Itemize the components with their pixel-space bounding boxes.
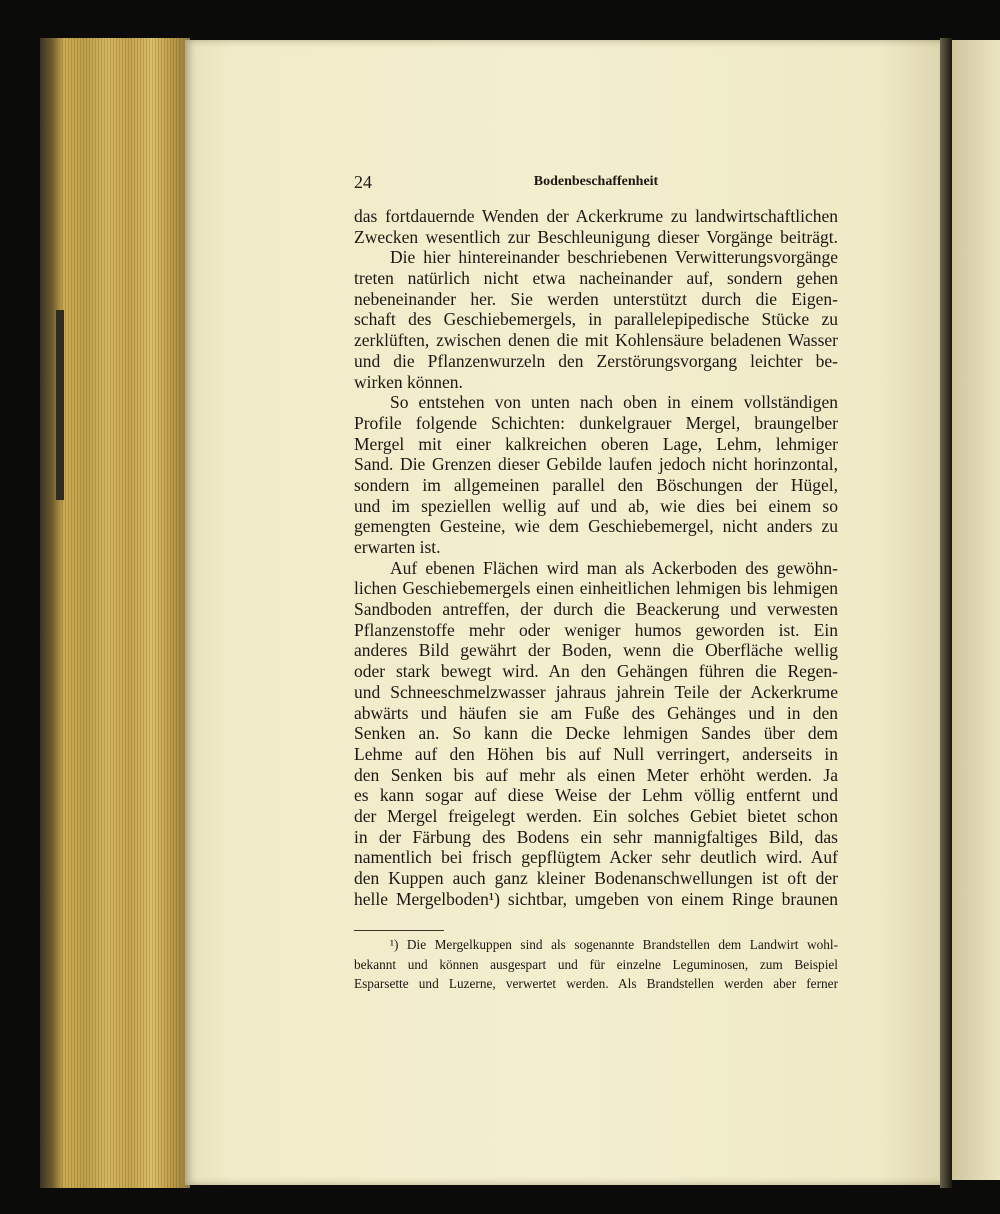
text-line: in der Färbung des Bodens ein sehr mannigfaltiges Bild, das [354,826,838,847]
text-line: Die hier hintereinander beschriebenen Verwitterungsvorgänge [390,247,838,268]
text-line: und die Pflanzenwurzeln den Zerstörungsvorgang leichter be- [354,350,838,371]
text-line: der Mergel freigelegt werden. Ein solches Gebiet bietet schon [354,805,838,826]
running-head: Bodenbeschaffenheit [533,174,659,189]
text-line: und Schneeschmelzwasser jahraus jahrein Teile der Ackerkrume [354,681,838,702]
text-line: Pflanzenstoffe mehr oder weniger humos geworden ist. Ein [354,619,838,640]
footnote-line: ¹) Die Mergelkuppen sind als sogenannte Brandstellen dem Landwirt wohl- [390,937,838,952]
text-line: erwarten ist. [354,537,441,557]
edge-shadow-mark [56,310,64,500]
text-line: zerklüften, zwischen denen die mit Kohlensäure beladenen Wasser [354,330,838,351]
text-line: Sandboden antreffen, der durch die Beackerung und verwesten [354,599,838,620]
text-line: den Senken bis auf mehr als einen Meter erhöht werden. Ja [354,764,838,785]
text-line: wirken können. [354,371,463,392]
text-line: nebeneinander her. Sie werden unterstützt durch die Eigen- [354,288,838,309]
text-line: treten natürlich nicht etwa nacheinander auf, sondern gehen [354,268,838,289]
text-line: sondern im allgemeinen parallel den Böschungen der Hügel, [354,474,838,495]
page-header [354,171,838,193]
text-line: abwärts und häufen sie am Fuße des Gehänges und in den [354,702,838,723]
text-line: schaft des Geschiebemergels, in parallelepipedische Stücke zu [354,309,838,330]
text-line: und im speziellen wellig auf und ab, wie dies bei einem so [354,495,838,516]
text-line: So entstehen von unten nach oben in einem vollständigen [390,392,838,413]
footnote [354,935,838,994]
text-line: Zwecken wesentlich zur Beschleunigung dieser Vorgänge beiträgt. [354,226,838,247]
text-line: helle Mergelboden¹) sichtbar, umgeben von einem Ringe braunen [354,888,838,909]
footnote-line: bekannt und können ausgespart und für einzelne Leguminosen, zum Beispiel [354,956,838,972]
text-line: lichen Geschiebemergels einen einheitlichen lehmigen bis lehmigen [354,578,838,599]
book-gutter [940,38,952,1188]
text-line: Senken an. So kann die Decke lehmigen Sandes über dem [354,723,838,744]
text-line: gemengten Gesteine, wie dem Geschiebemergel, nicht anders zu [354,516,838,537]
book-page-edges [40,38,190,1188]
text-line: das fortdauernde Wenden der Ackerkrume zu landwirtschaftlichen [354,206,838,226]
facing-page-edge [952,40,1000,1180]
body-text [354,206,838,909]
text-line: oder stark bewegt wird. An den Gehängen führen die Regen- [354,661,838,682]
page-number: 24 [354,172,372,192]
footnote-line: Esparsette und Luzerne, verwertet werden. Als Brandstellen werden aber ferner [354,976,838,991]
text-line: Auf ebenen Flächen wird man als Ackerboden des gewöhn- [390,557,838,578]
text-line: Sand. Die Grenzen dieser Gebilde laufen jedoch nicht horinzontal, [354,454,838,475]
text-line: Lehme auf den Höhen bis auf Null verringert, anderseits in [354,743,838,764]
text-line: anderes Bild gewährt der Boden, wenn die Oberfläche wellig [354,640,838,661]
text-line: namentlich bei frisch gepflügtem Acker sehr deutlich wird. Auf [354,847,838,868]
text-line: es kann sogar auf diese Weise der Lehm völlig entfernt und [354,785,838,806]
footnote-rule [354,930,444,931]
text-line: Profile folgende Schichten: dunkelgrauer Mergel, braungelber [354,412,838,433]
text-line: Mergel mit einer kalkreichen oberen Lage, Lehm, lehmiger [354,433,838,454]
text-line: den Kuppen auch ganz kleiner Bodenanschwellungen ist oft der [354,868,838,888]
